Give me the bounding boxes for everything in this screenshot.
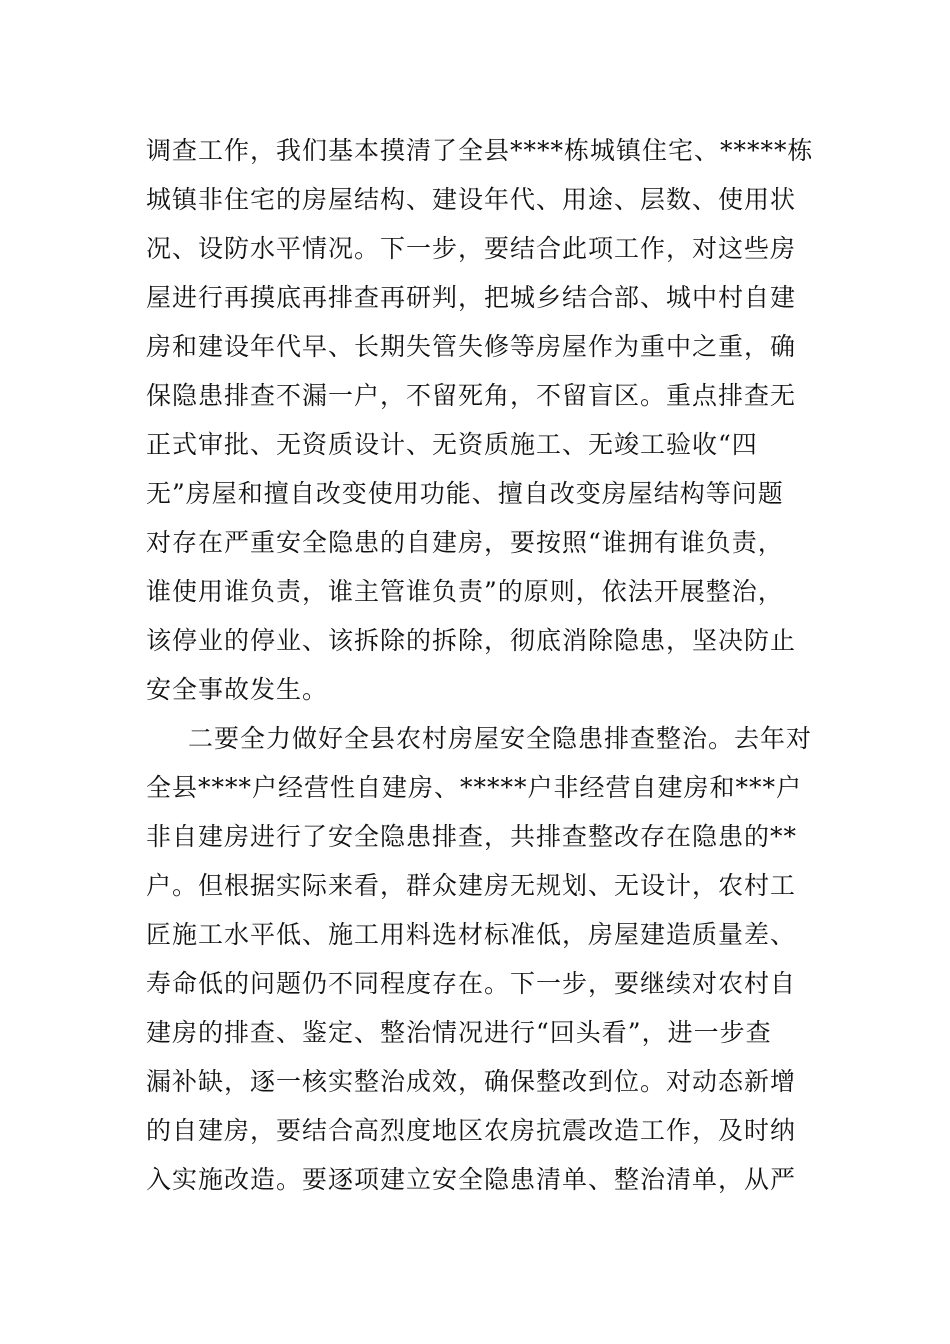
text-line: 对存在严重安全隐患的自建房，要按照“谁拥有谁负责， — [146, 528, 784, 557]
text-line: 入实施改造。要逐项建立安全隐患清单、整治清单，从严 — [146, 1165, 797, 1194]
text-line: 况、设防水平情况。下一步，要结合此项工作，对这些房 — [146, 234, 797, 263]
text-line: 二要全力做好全县农村房屋安全隐患排查整治。去年对 — [188, 724, 813, 753]
body-text — [146, 126, 814, 1204]
text-line: 调查工作，我们基本摸清了全县****栋城镇住宅、*****栋 — [146, 136, 814, 165]
paragraph-2 — [146, 714, 813, 1204]
text-line: 屋进行再摸底再排查再研判，把城乡结合部、城中村自建 — [146, 283, 797, 312]
text-line: 漏补缺，逐一核实整治成效，确保整改到位。对动态新增 — [146, 1067, 797, 1096]
text-line: 匠施工水平低、施工用料选材标准低，房屋建造质量差、 — [146, 920, 797, 949]
text-line: 该停业的停业、该拆除的拆除，彻底消除隐患，坚决防止 — [146, 626, 797, 655]
paragraph-1 — [146, 126, 814, 714]
text-line: 的自建房，要结合高烈度地区农房抗震改造工作，及时纳 — [146, 1116, 797, 1145]
text-line: 房和建设年代早、长期失管失修等房屋作为重中之重，确 — [146, 332, 797, 361]
text-line: 保隐患排查不漏一户，不留死角，不留盲区。重点排查无 — [146, 381, 797, 410]
text-line: 建房的排查、鉴定、整治情况进行“回头看”，进一步查 — [146, 1018, 772, 1047]
text-line: 城镇非住宅的房屋结构、建设年代、用途、层数、使用状 — [146, 185, 797, 214]
text-line: 安全事故发生。 — [146, 675, 329, 704]
text-line: 户。但根据实际来看，群众建房无规划、无设计，农村工 — [146, 871, 797, 900]
text-line: 全县****户经营性自建房、*****户非经营自建房和***户 — [146, 773, 803, 802]
text-line: 寿命低的问题仍不同程度存在。下一步，要继续对农村自 — [146, 969, 797, 998]
text-line: 谁使用谁负责，谁主管谁负责”的原则，依法开展整治， — [146, 577, 784, 606]
text-line: 无”房屋和擅自改变使用功能、擅自改变房屋结构等问题 — [146, 479, 784, 508]
text-line: 非自建房进行了安全隐患排查，共排查整改存在隐患的** — [146, 822, 798, 851]
text-line: 正式审批、无资质设计、无资质施工、无竣工验收“四 — [146, 430, 758, 459]
